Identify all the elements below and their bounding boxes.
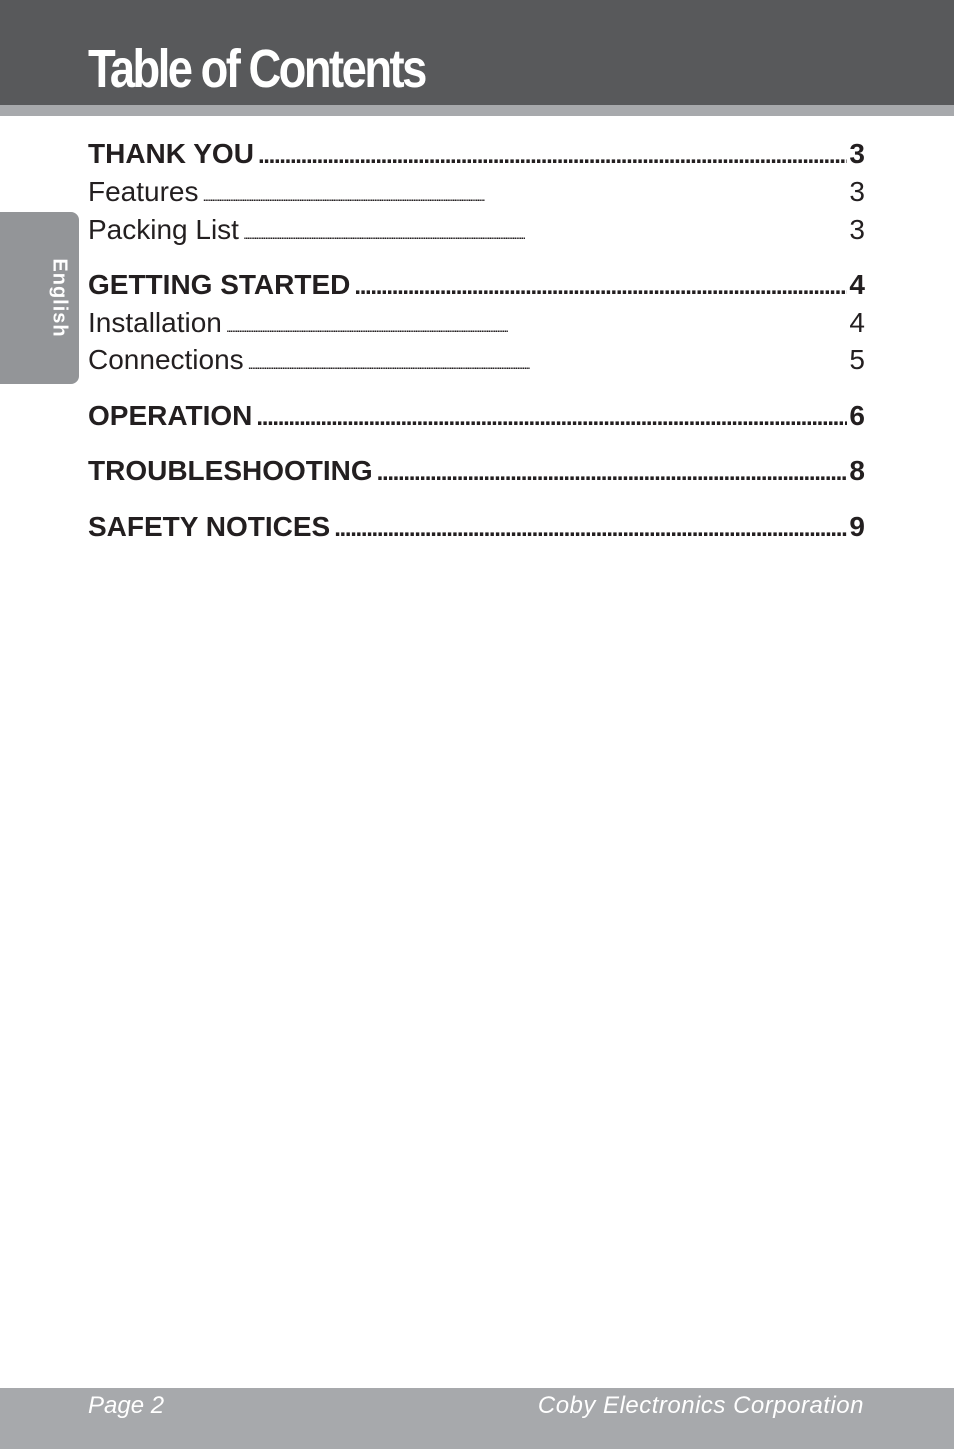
toc-entry-features[interactable]	[88, 174, 865, 210]
footer-company-name: Coby Electronics Corporation	[537, 1392, 864, 1419]
toc-leader-dots	[248, 342, 848, 382]
toc-entry-getting-started[interactable]	[88, 267, 865, 303]
toc-entry-page: 3	[849, 138, 865, 169]
toc-entry-page: 3	[849, 214, 865, 245]
toc-entry-title: OPERATION	[88, 400, 253, 431]
toc-entry-operation[interactable]	[88, 398, 865, 434]
language-tab-label: English	[48, 258, 71, 338]
footer-page-number: Page 2	[88, 1392, 165, 1419]
toc-entry-page: 4	[849, 269, 865, 300]
toc-leader-dots	[203, 174, 848, 214]
toc-entry-title: Packing List	[88, 214, 239, 245]
toc-entry-page: 3	[849, 176, 865, 207]
toc-leader-dots	[226, 305, 848, 345]
toc-leader-dots	[256, 398, 847, 436]
toc-entry-packing-list[interactable]	[88, 212, 865, 248]
toc-entry-troubleshooting[interactable]	[88, 453, 865, 489]
toc-entry-title: Features	[88, 176, 199, 207]
toc-entry-title: SAFETY NOTICES	[88, 511, 331, 542]
toc-entry-page: 8	[849, 455, 865, 486]
toc-entry-title: TROUBLESHOOTING	[88, 455, 373, 486]
toc-entry-thank-you[interactable]	[88, 136, 865, 172]
toc-entry-page: 5	[849, 344, 865, 375]
header-rule	[0, 105, 954, 116]
toc-entry-page: 4	[849, 307, 865, 338]
toc-leader-dots	[334, 509, 847, 547]
toc-leader-dots	[258, 136, 847, 174]
toc-entry-title: GETTING STARTED	[88, 269, 351, 300]
toc-entry-installation[interactable]	[88, 305, 865, 341]
toc-leader-dots	[243, 212, 847, 252]
toc-entry-connections[interactable]	[88, 342, 865, 378]
toc-entry-title: Installation	[88, 307, 222, 338]
toc-entry-title: Connections	[88, 344, 244, 375]
toc-entry-page: 6	[849, 400, 865, 431]
toc-leader-dots	[354, 267, 847, 305]
toc-entry-title: THANK YOU	[88, 138, 254, 169]
page-title: Table of Contents	[88, 39, 425, 99]
toc-leader-dots	[377, 453, 848, 491]
toc-entry-page: 9	[849, 511, 865, 542]
toc-entry-safety-notices[interactable]	[88, 509, 865, 545]
